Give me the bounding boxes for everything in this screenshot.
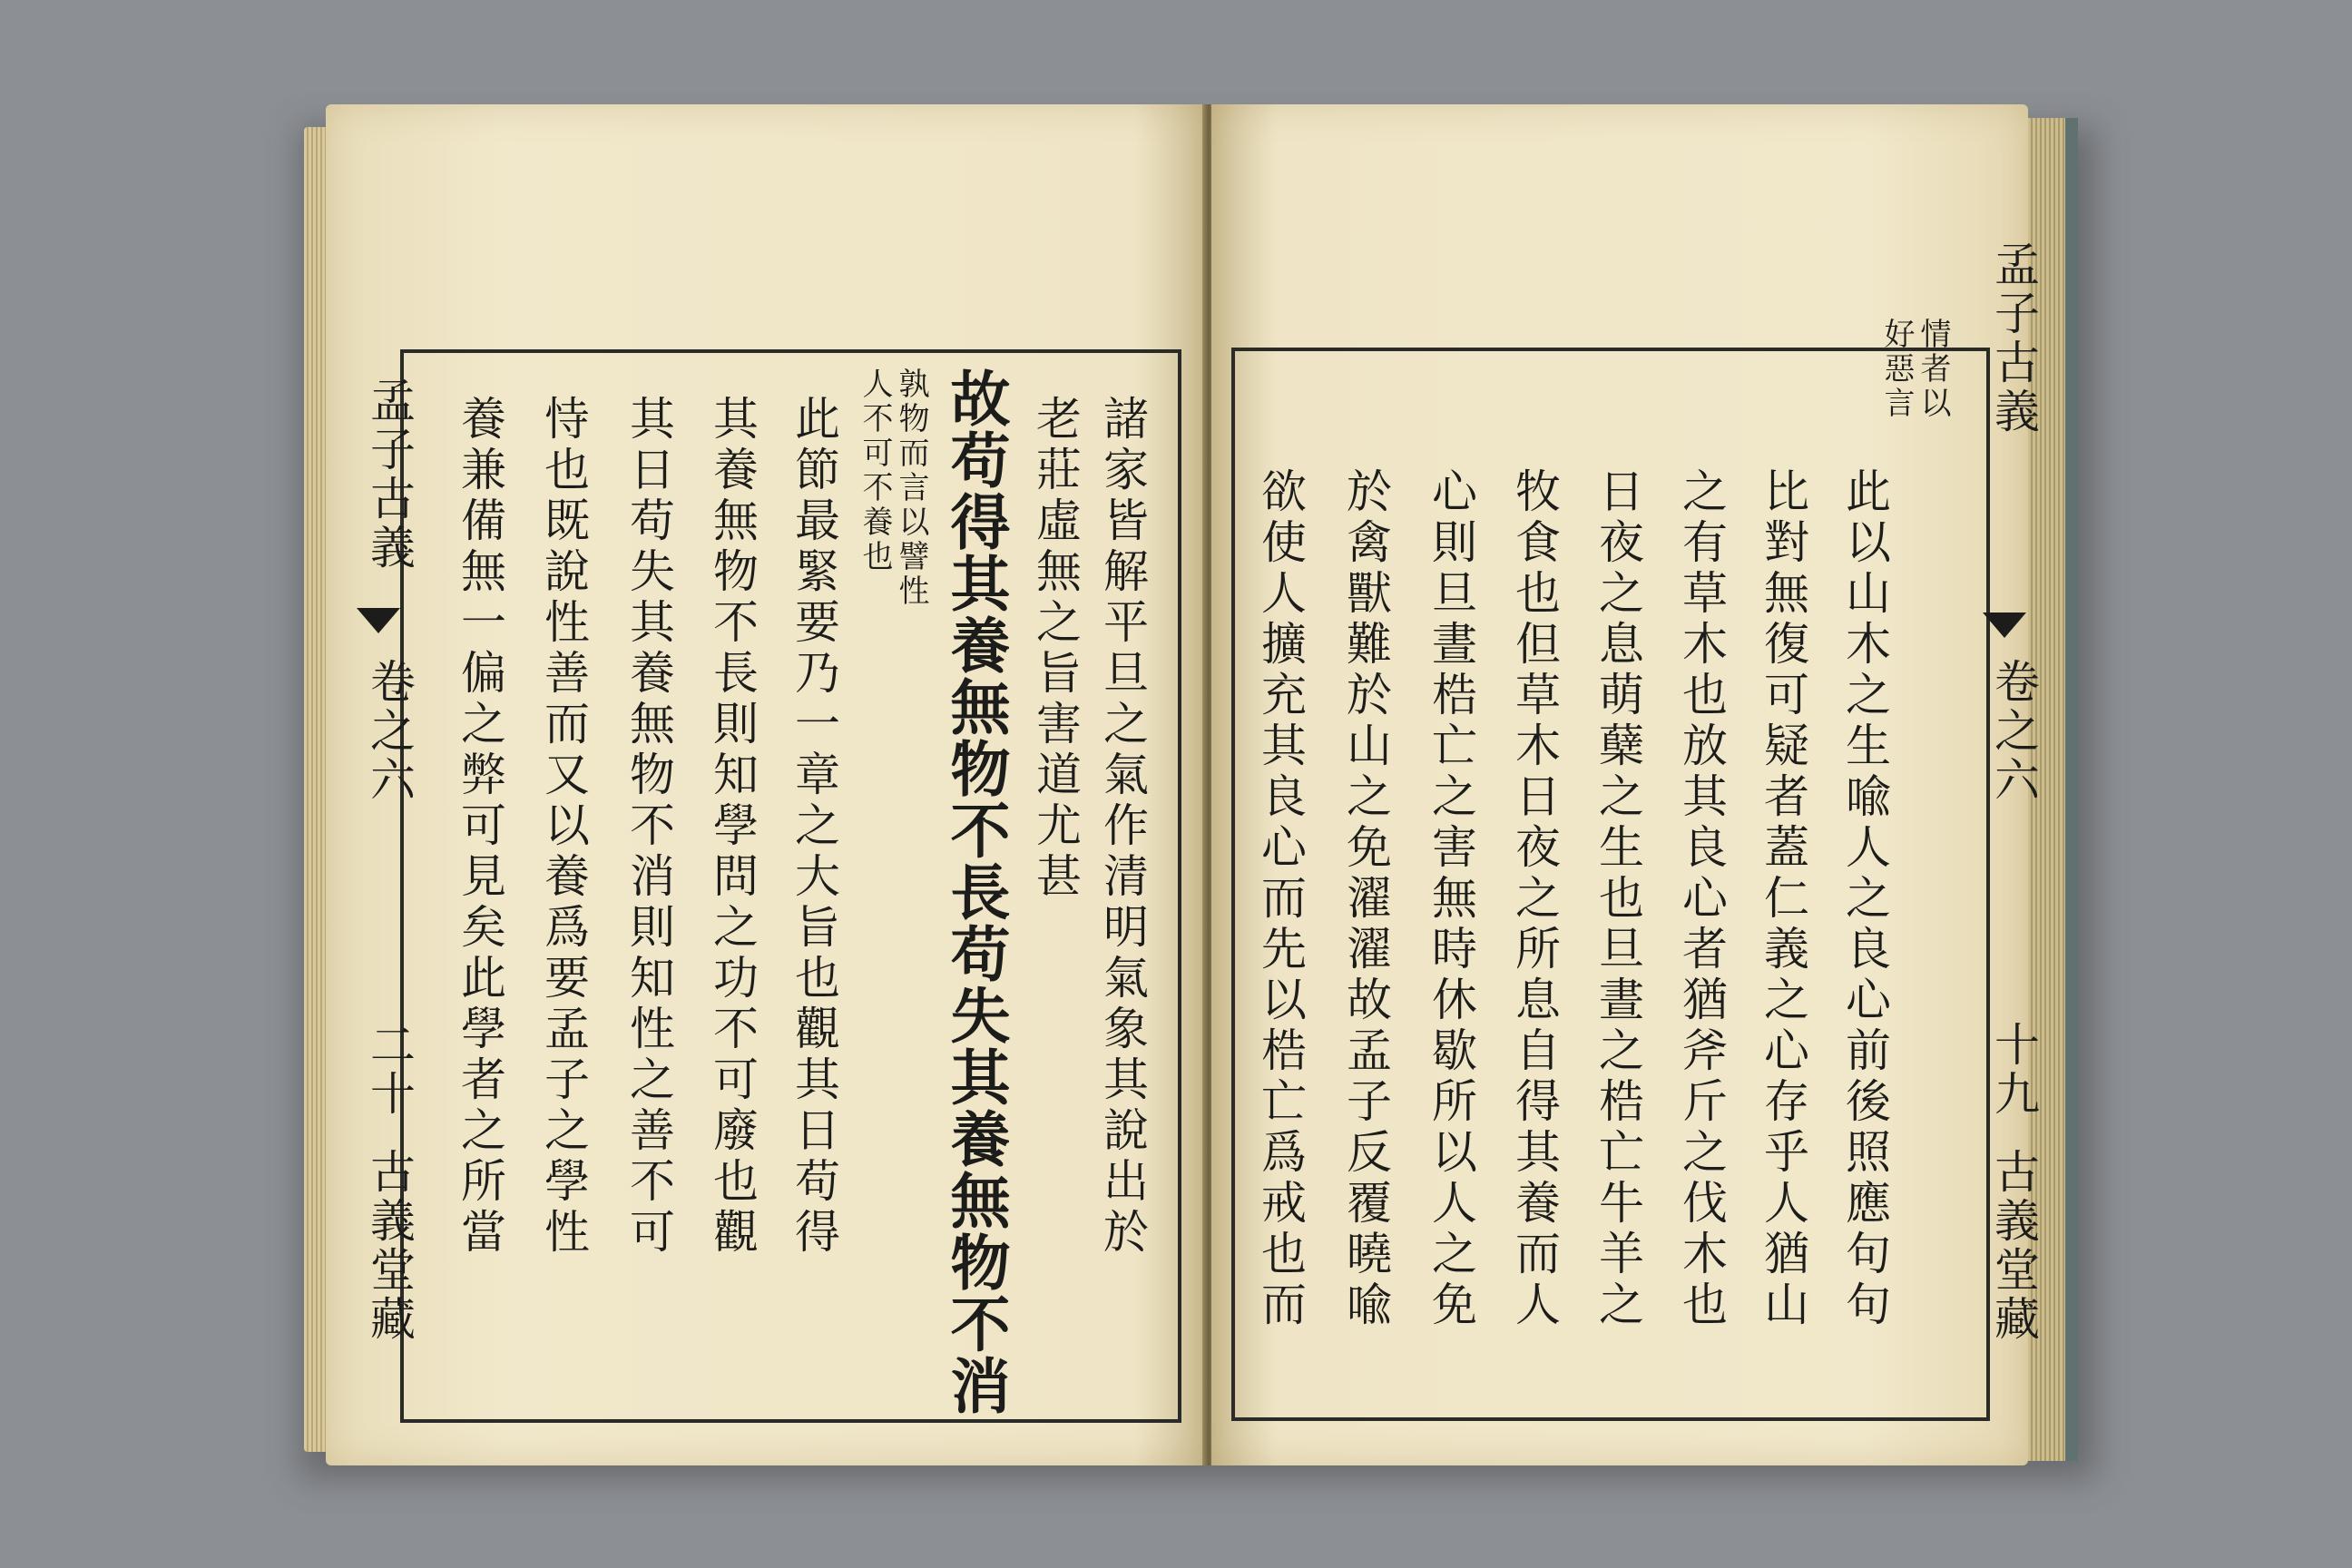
left-margin-publisher: 古義堂藏 bbox=[363, 1148, 416, 1344]
open-book bbox=[304, 104, 2078, 1470]
right-margin-volume: 卷之六 bbox=[1987, 658, 2040, 805]
right-note-col-2: 好惡言 bbox=[1878, 318, 1915, 421]
right-col-1: 此以山木之生喩人之良心前後照應句句 bbox=[1838, 467, 1891, 1331]
right-note-col-1: 情者以 bbox=[1915, 318, 1951, 421]
right-col-6: 心則旦晝梏亡之害無時休歇所以人之免 bbox=[1425, 467, 1477, 1331]
left-col-4-note: 孰物而言以譬性 bbox=[893, 368, 929, 609]
right-col-2: 比對無復可疑者蓋仁義之心存乎人猶山 bbox=[1757, 467, 1809, 1331]
left-margin-folio: 二十 bbox=[363, 1021, 416, 1119]
left-col-5-note: 人不可不養也 bbox=[857, 368, 893, 574]
left-col-7: 其養無物不長則知學問之功不可廢也觀 bbox=[706, 395, 759, 1259]
left-col-9: 恃也既說性善而又以養爲要孟子之學性 bbox=[537, 395, 590, 1259]
left-page bbox=[326, 104, 1206, 1465]
right-margin-folio: 十九 bbox=[1987, 1021, 2040, 1119]
right-col-3: 之有草木也放其良心者猶斧斤之伐木也 bbox=[1675, 467, 1728, 1331]
right-col-5: 牧食也但草木日夜之所息自得其養而人 bbox=[1508, 467, 1561, 1331]
bleed-through-shadow bbox=[1320, 377, 1380, 426]
left-margin-title: 孟子古義 bbox=[363, 377, 416, 573]
left-margin-volume: 卷之六 bbox=[363, 658, 416, 805]
left-col-2: 老莊虛無之旨害道尤甚 bbox=[1029, 395, 1082, 903]
left-col-10: 養兼備無一偏之弊可見矣此學者之所當 bbox=[454, 395, 506, 1259]
left-col-1: 諸家皆解平旦之氣作清明氣象其說出於 bbox=[1096, 395, 1149, 1259]
right-page bbox=[1211, 104, 2040, 1465]
left-col-8: 其日苟失其養無物不消則知性之善不可 bbox=[622, 395, 675, 1259]
right-col-7: 於禽獸難於山之免濯濯故孟子反覆曉喩 bbox=[1339, 467, 1392, 1331]
left-col-6: 此節最緊要乃一章之大旨也觀其日苟得 bbox=[788, 395, 840, 1259]
left-col-3-main-text: 故苟得其養無物不長苟失其養無物不消 bbox=[940, 368, 1011, 1416]
left-fishtail-mark bbox=[357, 608, 400, 633]
right-col-4: 日夜之息萌蘖之生也旦晝之梏亡牛羊之 bbox=[1592, 467, 1644, 1331]
right-col-8: 欲使人擴充其良心而先以梏亡爲戒也而 bbox=[1254, 467, 1307, 1331]
right-margin-publisher: 古義堂藏 bbox=[1987, 1148, 2040, 1344]
book-cover-edge bbox=[2065, 118, 2078, 1461]
right-margin-title: 孟子古義 bbox=[1987, 240, 2040, 436]
right-fishtail-mark bbox=[1983, 612, 2026, 638]
